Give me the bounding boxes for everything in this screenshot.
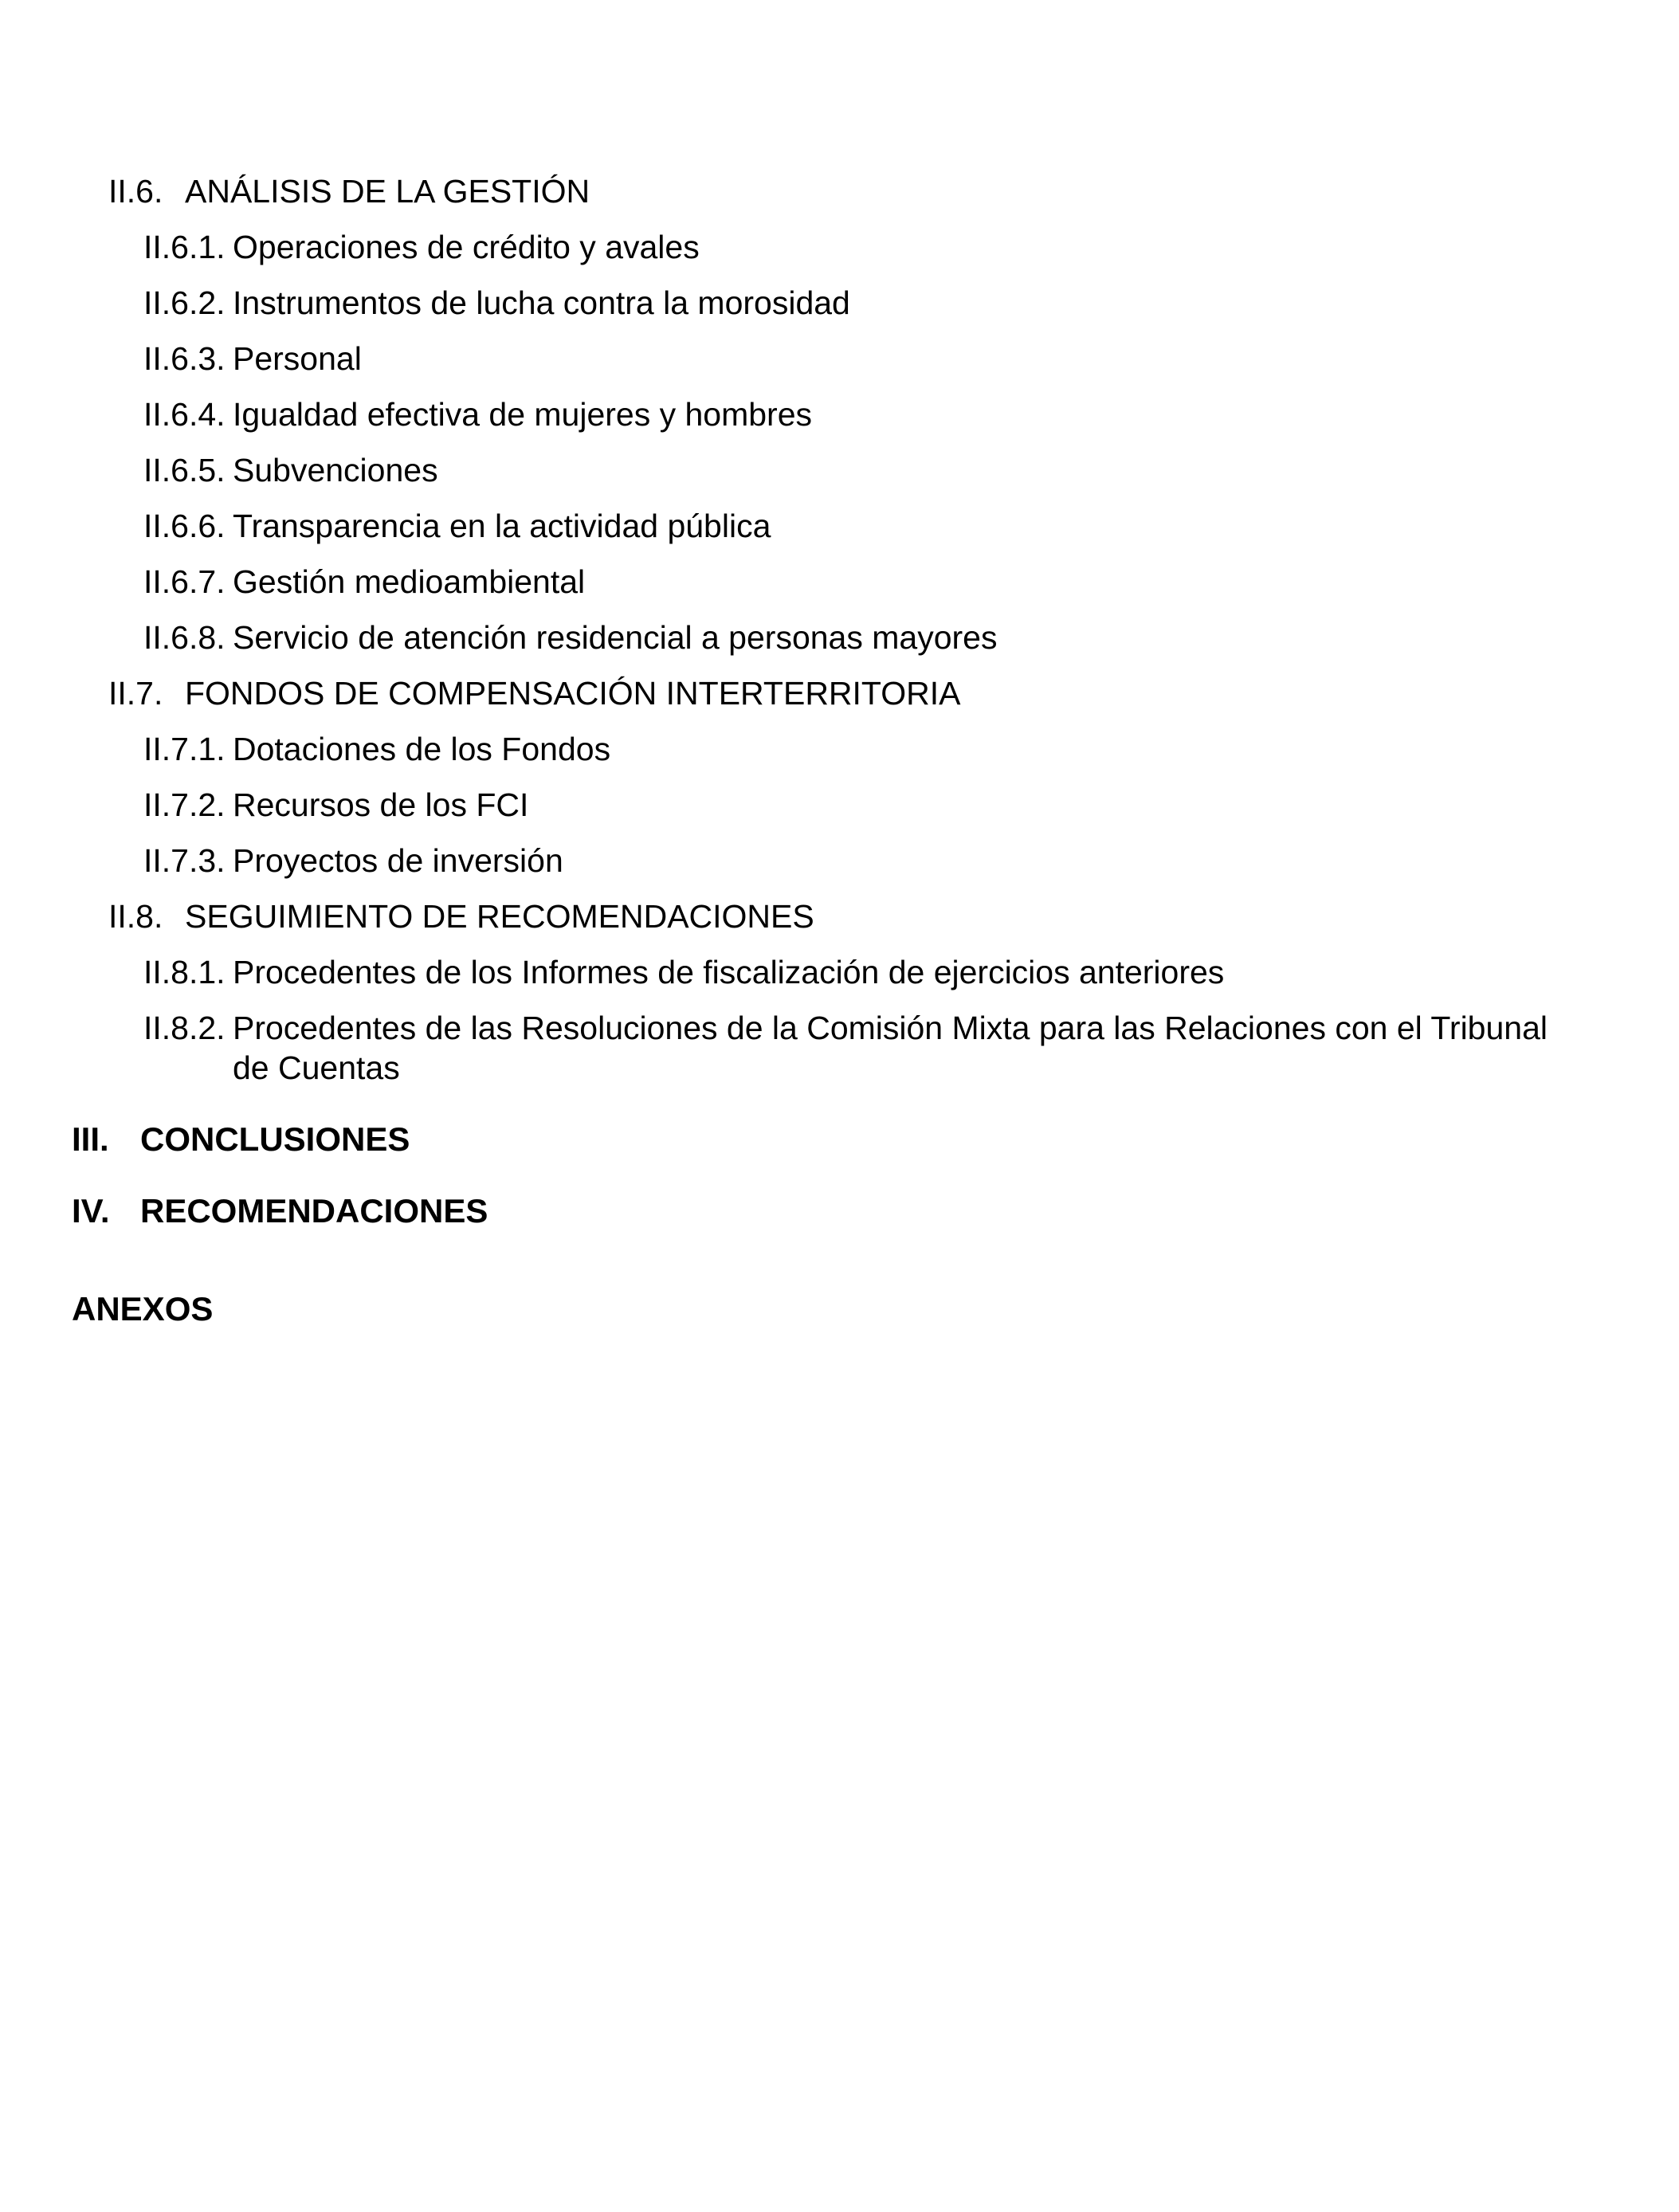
- toc-number: III.: [72, 1120, 109, 1158]
- toc-number: II.7.3.: [143, 842, 226, 879]
- toc-title: Procedentes de las Resoluciones de la Comisión Mixta para las Relaciones con el Tribunal de Cuentas: [233, 1010, 1548, 1086]
- toc-title: Subvenciones: [233, 452, 438, 488]
- toc-title: Operaciones de crédito y avales: [233, 229, 700, 265]
- toc-title: Servicio de atención residencial a personas mayores: [233, 619, 998, 656]
- toc-number: II.8.: [108, 898, 163, 935]
- toc-number: II.6.4.: [143, 396, 226, 433]
- toc-title: Dotaciones de los Fondos: [233, 731, 611, 767]
- toc-number: II.6.: [108, 173, 163, 210]
- toc-title: SEGUIMIENTO DE RECOMENDACIONES: [185, 898, 814, 935]
- toc-number: II.6.5.: [143, 452, 226, 488]
- toc-number: II.6.3.: [143, 340, 226, 377]
- toc-title: ANEXOS: [72, 1290, 214, 1328]
- toc-title: ANÁLISIS DE LA GESTIÓN: [185, 173, 590, 210]
- toc-title: Instrumentos de lucha contra la morosidad: [233, 284, 850, 321]
- toc-title: Igualdad efectiva de mujeres y hombres: [233, 396, 813, 433]
- toc-title: Procedentes de los Informes de fiscalización de ejercicios anteriores: [233, 954, 1225, 990]
- toc-number: II.8.1.: [143, 954, 226, 990]
- toc-title: CONCLUSIONES: [140, 1120, 410, 1158]
- toc-number: IV.: [72, 1192, 110, 1230]
- toc-title: Transparencia en la actividad pública: [233, 508, 771, 544]
- toc-number: II.7.: [108, 675, 163, 712]
- toc-title: Gestión medioambiental: [233, 563, 586, 600]
- toc-number: II.6.6.: [143, 508, 226, 544]
- toc-title: RECOMENDACIONES: [140, 1192, 488, 1230]
- toc-number: II.6.2.: [143, 284, 226, 321]
- toc-number: II.7.1.: [143, 731, 226, 767]
- toc-title: FONDOS DE COMPENSACIÓN INTERTERRITORIA: [185, 675, 961, 712]
- toc-title: Personal: [233, 340, 362, 377]
- toc-number: II.7.2.: [143, 786, 226, 823]
- toc-title: Proyectos de inversión: [233, 842, 563, 879]
- toc-number: II.6.8.: [143, 619, 226, 656]
- toc-number: II.8.2.: [143, 1010, 226, 1046]
- toc-number: II.6.1.: [143, 229, 226, 265]
- toc-title: Recursos de los FCI: [233, 786, 529, 823]
- toc-number: II.6.7.: [143, 563, 226, 600]
